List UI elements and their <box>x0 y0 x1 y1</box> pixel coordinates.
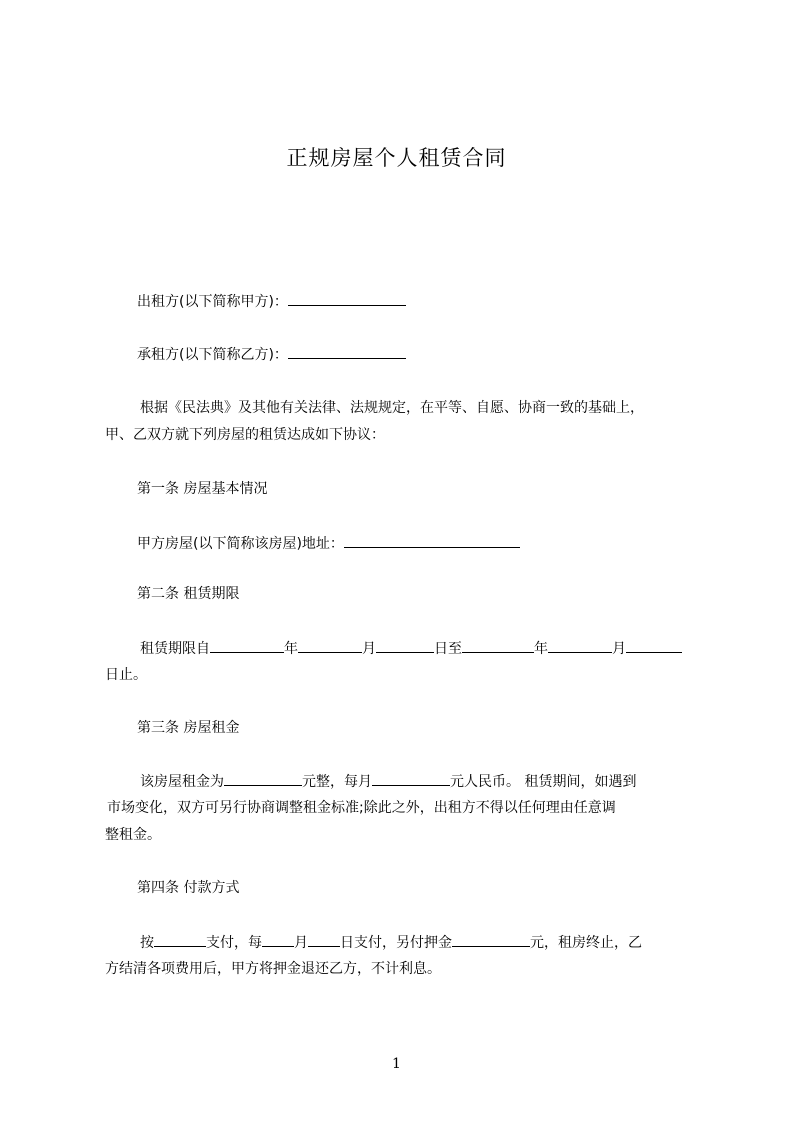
article-2-heading: 第二条 租赁期限 <box>137 586 240 602</box>
month-text: 月 <box>362 641 376 657</box>
payment-month-blank <box>262 932 294 947</box>
page-number: 1 <box>392 1056 401 1072</box>
preamble-line-2: 甲、乙双方就下列房屋的租赁达成如下协议： <box>105 427 385 443</box>
month-text: 月 <box>294 935 308 951</box>
article-3-heading: 第三条 房屋租金 <box>137 720 240 736</box>
lessor-line <box>137 291 406 312</box>
page-title: 正规房屋个人租赁合同 <box>286 146 507 170</box>
rent-line-1 <box>140 771 636 792</box>
address-label: 甲方房屋(以下简称该房屋)地址： <box>137 536 344 552</box>
start-year-blank <box>210 638 284 653</box>
lease-term-from-text: 租赁期限自 <box>140 641 210 657</box>
start-day-blank <box>376 638 434 653</box>
lessee-blank <box>288 344 406 359</box>
deposit-text: 日支付，另付押金 <box>340 935 452 951</box>
lease-term-line-1 <box>140 638 682 659</box>
year-text: 年 <box>534 641 548 657</box>
month-text: 月 <box>612 641 626 657</box>
rent-line-3: 整租金。 <box>105 827 161 843</box>
article-1-heading: 第一条 房屋基本情况 <box>137 481 268 497</box>
article-4-heading: 第四条 付款方式 <box>137 880 240 896</box>
payment-method-blank <box>154 932 206 947</box>
end-month-blank <box>548 638 612 653</box>
rent-currency-text: 元人民币。 租赁期间，如遇到 <box>450 774 637 790</box>
year-text: 年 <box>284 641 298 657</box>
payment-day-blank <box>308 932 340 947</box>
lessee-line <box>137 344 406 365</box>
payment-line-2: 方结清各项费用后，甲方将押金退还乙方，不计利息。 <box>105 961 441 977</box>
deposit-blank <box>452 932 530 947</box>
rent-line-2: 市场变化，双方可另行协商调整租金标准;除此之外，出租方不得以任何理由任意调 <box>107 800 616 816</box>
payment-every-text: 支付，每 <box>206 935 262 951</box>
lease-term-line-2: 日止。 <box>105 667 147 683</box>
payment-by-text: 按 <box>140 935 154 951</box>
deposit-yuan-text: 元，租房终止，乙 <box>530 935 642 951</box>
start-month-blank <box>298 638 362 653</box>
rent-monthly-blank <box>372 771 450 786</box>
end-year-blank <box>462 638 534 653</box>
rent-text: 该房屋租金为 <box>140 774 224 790</box>
rent-total-blank <box>224 771 302 786</box>
lessee-label: 承租方(以下简称乙方)： <box>137 347 288 363</box>
payment-line-1 <box>140 932 642 953</box>
day-to-text: 日至 <box>434 641 462 657</box>
lessor-blank <box>288 291 406 306</box>
rent-monthly-text: 元整，每月 <box>302 774 372 790</box>
address-blank <box>344 533 520 548</box>
lessor-label: 出租方(以下简称甲方)： <box>137 294 288 310</box>
address-line <box>137 533 520 554</box>
end-day-blank <box>626 638 682 653</box>
preamble-line-1: 根据《民法典》及其他有关法律、法规规定，在平等、自愿、协商一致的基础上， <box>140 400 644 416</box>
